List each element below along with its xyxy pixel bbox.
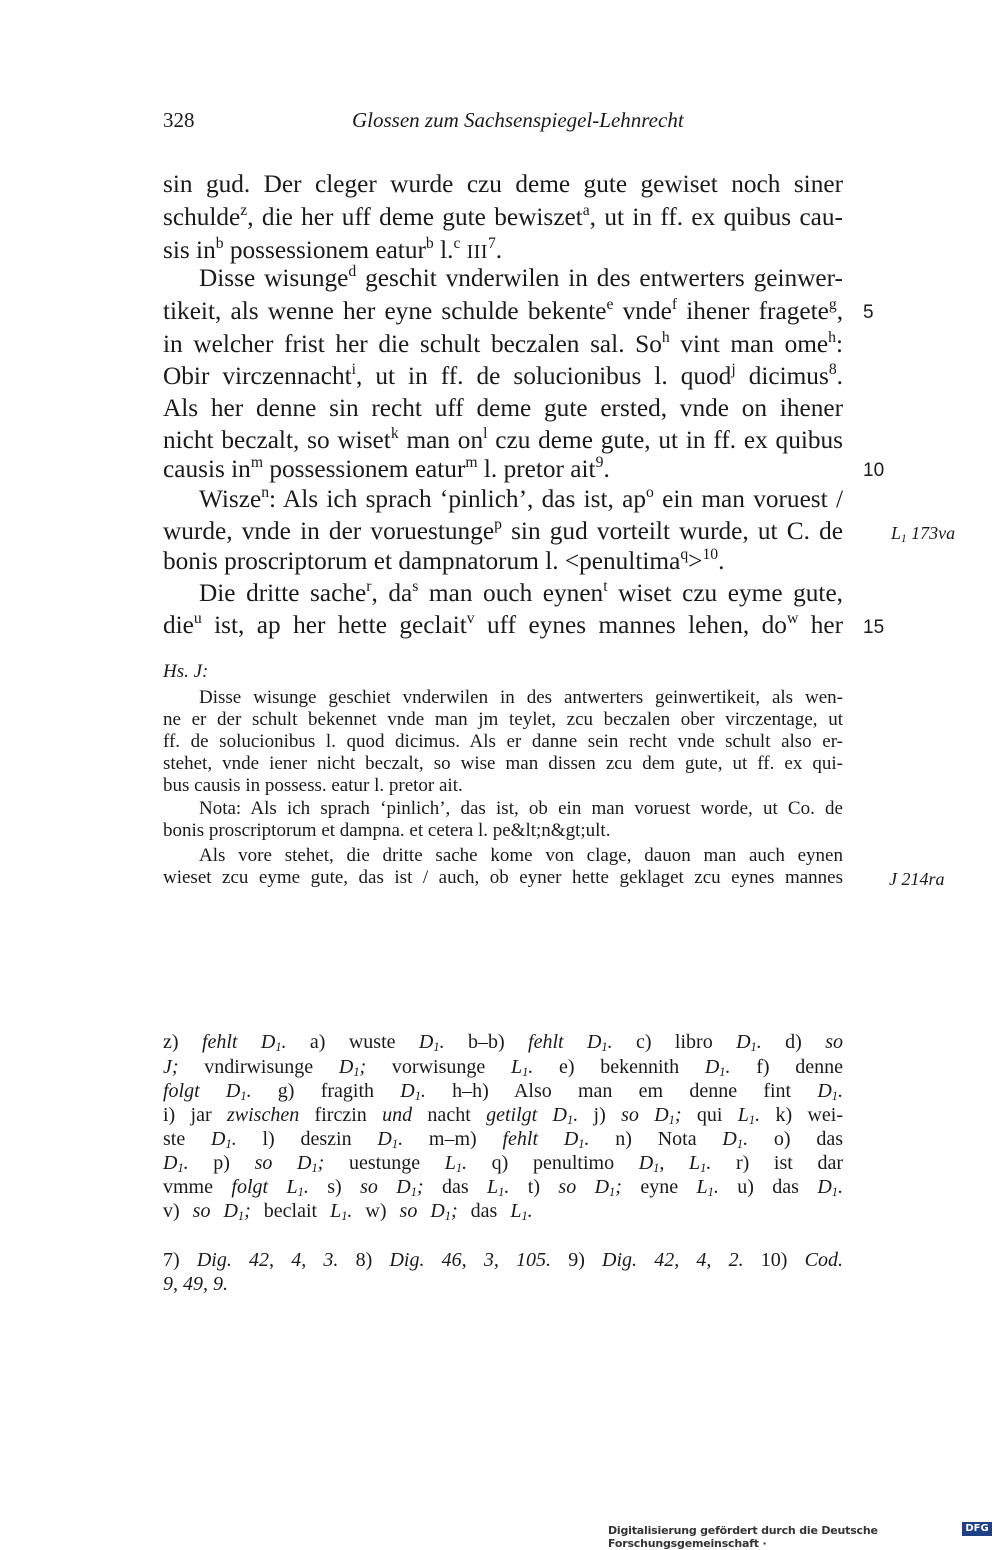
margin-reference: J 214ra (889, 869, 945, 889)
main-text-line: Wisze$^n$: Als ich sprach ‘pinlich’, das ist, $ap^o$ ein man voruest / (199, 484, 843, 513)
hs-j-line: Disse wisunge geschiet vnderwilen in des antwerters geinwertikeit, als wen- (199, 687, 843, 708)
main-text-line: die$^u$ ist, ap her hette geclait$^v$ uff eynes mannes lehen, $do^w$ her (163, 610, 844, 639)
apparatus-line: $D_1$. p) so $D_1$; uestunge $L_1$. q) penultimo $D_1$, $L_1$. r) ist dar (163, 1152, 844, 1176)
apparatus-line: folgt $D_1$. g) fragith $D_1$. h–h) Also man em denne fint $D_1$. (163, 1080, 843, 1104)
hs-j-line: ff. de solucionibus l. quod dicimus. Als er danne sein recht vnde schult also er- (163, 731, 843, 752)
hs-j-label: Hs. J: (163, 661, 209, 682)
main-text-line: sis $in^b$ possessionem eatur$^b$ l.$^c$ III$^7$. (163, 235, 503, 264)
hs-j-line: bonis proscriptorum et dampna. et cetera l. pe&lt;n&gt;ult. (163, 820, 611, 841)
running-head: Glossen zum Sachsenspiegel-Lehnrecht (352, 108, 684, 132)
apparatus-line: v) so $D_1$; beclait $L_1$. w) so $D_1$; das $L_1$. (163, 1200, 533, 1224)
main-text-line: Disse wisunge$^d$ geschit vnderwilen in des entwerters geinwer- (199, 263, 843, 292)
dfg-logo: DFG (962, 1522, 992, 1536)
main-text-line: bonis proscriptorum et dampnatorum l. <penultima$^q$>$^{10}$. (163, 546, 725, 575)
margin-reference: $L_1$ 173va (891, 523, 956, 545)
apparatus-line: J; vndirwisunge $D_1$; vorwisunge $L_1$. e) bekennith $D_1$. f) denne (163, 1056, 844, 1080)
hs-j-line: wieset zcu eyme gute, das ist / auch, ob eyner hette geklaget zcu eynes mannes (163, 867, 843, 888)
hs-j-line: Als vore stehet, die dritte sache kome von clage, dauon man auch eynen (199, 845, 843, 866)
main-text-line: tikeit, als wenne her eyne schulde bekente$^e$ vnde$^f$ ihener fragete$^g$, (163, 296, 844, 325)
main-text-line: schulde$^z$, die her uff deme gute bewiszet$^a$, ut in ff. ex quibus cau- (163, 202, 843, 231)
line-number: 5 (863, 302, 874, 323)
main-text-line: sin gud. Der cleger wurde czu deme gute gewiset noch siner (163, 170, 843, 198)
main-text-line: in welcher frist her die schult beczalen sal. So$^h$ vint man ome$^h$: (163, 329, 844, 358)
source-note-line: 9, 49, 9. (163, 1273, 228, 1295)
main-text-line: nicht beczalt, so wiset$^k$ man $on^l$ czu deme gute, ut in ff. ex quibus (163, 425, 844, 454)
hs-j-line: Nota: Als ich sprach ‘pinlich’, das ist, ob ein man voruest worde, ut Co. de (199, 798, 843, 819)
main-text-line: Obir virczennacht$^i$, ut in ff. de solucionibus l. quod$^j$ dicimus$^8$. (163, 361, 843, 390)
main-text-line: causis $in^m$ possessionem eatur$^m$ l. pretor ait$^9$. (163, 454, 610, 483)
page-number: 328 (163, 108, 195, 132)
main-text-line: Als her denne sin recht uff deme gute ersted, vnde on ihener (163, 394, 843, 422)
hs-j-line: stehet, vnde iener nicht beczalt, so wise man dissen zcu dem gute, ut ff. ex qui- (163, 753, 843, 774)
hs-j-line: bus causis in possess. eatur l. pretor ait. (163, 775, 463, 796)
apparatus-line: i) jar zwischen firczin und nacht getilgt $D_1$. j) so $D_1$; qui $L_1$. k) wei- (163, 1104, 844, 1128)
source-note-line: 7) Dig. 42, 4, 3. 8) Dig. 46, 3, 105. 9) Dig. 42, 4, 2. 10) Cod. (163, 1249, 843, 1271)
line-number: 15 (863, 617, 885, 638)
main-text-line: Die dritte sache$^r$, $da^s$ man ouch eynen$^t$ wiset czu eyme gute, (199, 578, 843, 607)
apparatus-line: ste $D_1$. l) deszin $D_1$. m–m) fehlt $D_1$. n) Nota $D_1$. o) das (163, 1128, 844, 1152)
line-number: 10 (863, 460, 885, 481)
apparatus-line: vmme folgt $L_1$. s) so $D_1$; das $L_1$. t) so $D_1$; eyne $L_1$. u) das $D_1$. (163, 1176, 843, 1200)
apparatus-line: z) fehlt $D_1$. a) wuste $D_1$. b–b) fehlt $D_1$. c) libro $D_1$. d) so (163, 1031, 843, 1055)
digitization-credit: Digitalisierung gefördert durch die Deutsche Forschungsgemeinschaft · (608, 1524, 878, 1550)
hs-j-line: ne er der schult bekennet vnde man jm teylet, zcu beczalen ober virczentage, ut (163, 709, 843, 730)
main-text-line: wurde, vnde in der voruestunge$^p$ sin gud vorteilt wurde, ut C. de (163, 516, 843, 545)
